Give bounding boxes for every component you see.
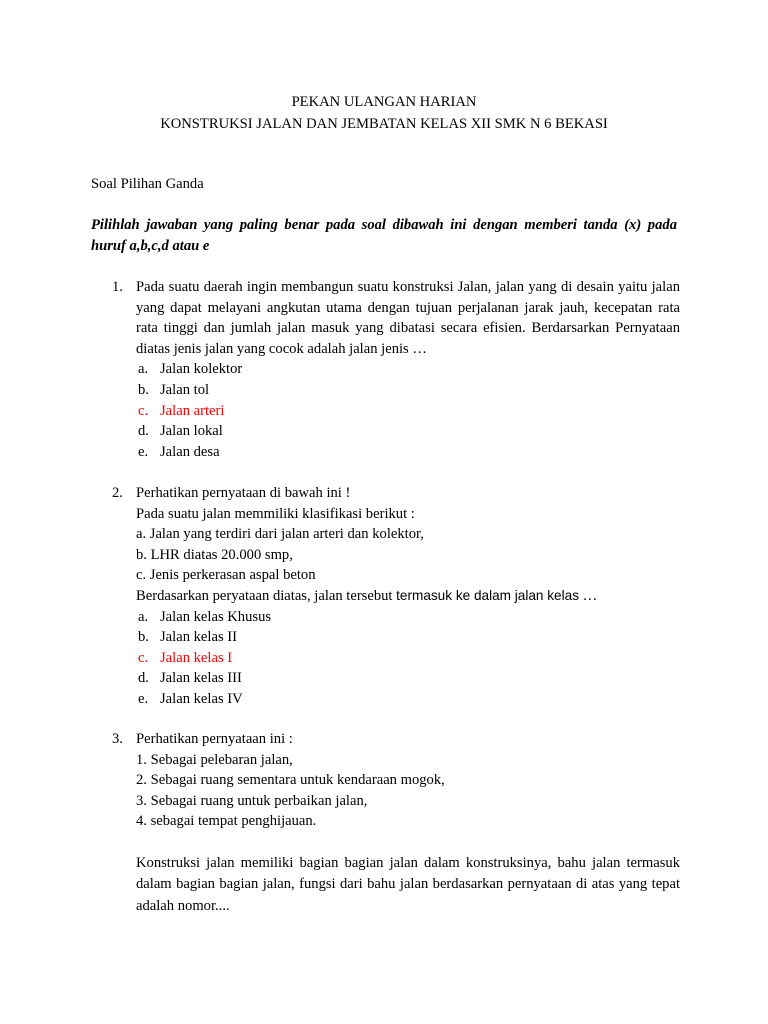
question-number: 1.: [112, 279, 123, 295]
choice-text: Jalan tol: [160, 381, 210, 398]
question-line-last: [136, 586, 680, 607]
choice-letter: b.: [138, 381, 149, 398]
question-1: [112, 277, 680, 462]
choice-letter: b.: [138, 629, 149, 646]
question-number: 2.: [112, 485, 123, 501]
question-3: [112, 729, 680, 917]
choice-letter: d.: [138, 423, 149, 440]
question-body: [136, 277, 680, 462]
choice-text: Jalan desa: [160, 443, 220, 460]
question-number: 3.: [112, 731, 123, 747]
choice-text: Jalan kolektor: [160, 361, 243, 378]
document-header: [0, 91, 768, 135]
question-text: Pada suatu daerah ingin membangun suatu konstruksi Jalan, jalan yang di desain yaitu jalan yang dapat melayani angkutan utama dengan tujuan perjalanan jarak jauh, kecepatan rata rata tinggi dan jumlah jalan masuk yang dibatasi secara efisien. Berdarsarkan Pernyataan diatas jenis jalan yang cocok adalah jalan jenis …: [136, 279, 680, 357]
question-line: c. Jenis perkerasan aspal beton: [136, 567, 316, 584]
choice-letter: e.: [138, 443, 149, 460]
question-line: b. LHR diatas 20.000 smp,: [136, 546, 293, 563]
header-title-line-2: KONSTRUKSI JALAN DAN JEMBATAN KELAS XII SMK N 6 BEKASI: [160, 116, 608, 132]
choice-c-correct[interactable]: [136, 648, 680, 669]
choice-b[interactable]: [136, 380, 680, 401]
choice-b[interactable]: [136, 627, 680, 648]
header-title-line-1: PEKAN ULANGAN HARIAN: [291, 94, 477, 110]
section-title: Soal Pilihan Ganda: [91, 176, 204, 192]
question-line: 4. sebagai tempat penghijauan.: [136, 813, 317, 830]
choice-letter: c.: [138, 649, 149, 666]
question-2: [112, 483, 680, 710]
choice-a[interactable]: [136, 607, 680, 628]
choice-text: Jalan kelas IV: [160, 690, 243, 707]
choice-text: Jalan kelas II: [160, 629, 237, 646]
question-line: 2. Sebagai ruang sementara untuk kendaraan mogok,: [136, 772, 445, 789]
question-body: [136, 729, 680, 917]
choice-letter: c.: [138, 402, 149, 419]
paragraph-gap: [136, 832, 680, 853]
question-body: [136, 483, 680, 710]
question-line: Perhatikan pernyataan di bawah ini !: [136, 485, 351, 501]
choice-text: Jalan kelas III: [160, 670, 242, 687]
question-line: Perhatikan pernyataan ini :: [136, 731, 293, 747]
choice-letter: a.: [138, 608, 149, 625]
question-line: 3. Sebagai ruang untuk perbaikan jalan,: [136, 792, 368, 809]
instruction-text: Pilihlah jawaban yang paling benar pada soal dibawah ini dengan memberi tanda (x) pada huruf a,b,c,d atau e: [91, 217, 677, 254]
choice-d[interactable]: [136, 421, 680, 442]
choice-text: Jalan lokal: [160, 423, 223, 440]
answer-choices: [136, 359, 680, 462]
question-line-prefix: Berdasarkan peryataan diatas, jalan tersebut: [136, 587, 397, 604]
question-line: 1. Sebagai pelebaran jalan,: [136, 751, 293, 768]
choice-e[interactable]: [136, 689, 680, 710]
question-line-calibri: termasuk ke dalam jalan kelas: [396, 587, 579, 603]
choice-letter: a.: [138, 361, 149, 378]
choice-text: Jalan kelas Khusus: [160, 608, 272, 625]
choice-text: Jalan kelas I: [160, 649, 233, 666]
choice-d[interactable]: [136, 668, 680, 689]
choice-letter: e.: [138, 690, 149, 707]
choice-text: Jalan arteri: [160, 402, 225, 419]
question-line: a. Jalan yang terdiri dari jalan arteri dan kolektor,: [136, 526, 424, 543]
question-paragraph: Konstruksi jalan memiliki bagian bagian jalan dalam konstruksinya, bahu jalan termasuk dalam bagian bagian jalan, fungsi dari bahu jalan berdasarkan pernyataan di atas yang tepat adalah nomor....: [136, 854, 680, 914]
choice-a[interactable]: [136, 359, 680, 380]
choice-letter: d.: [138, 670, 149, 687]
question-line: Pada suatu jalan memmiliki klasifikasi berikut :: [136, 505, 415, 522]
question-line-suffix: …: [579, 587, 598, 604]
answer-choices: [136, 607, 680, 710]
choice-e[interactable]: [136, 442, 680, 463]
choice-c-correct[interactable]: [136, 401, 680, 422]
